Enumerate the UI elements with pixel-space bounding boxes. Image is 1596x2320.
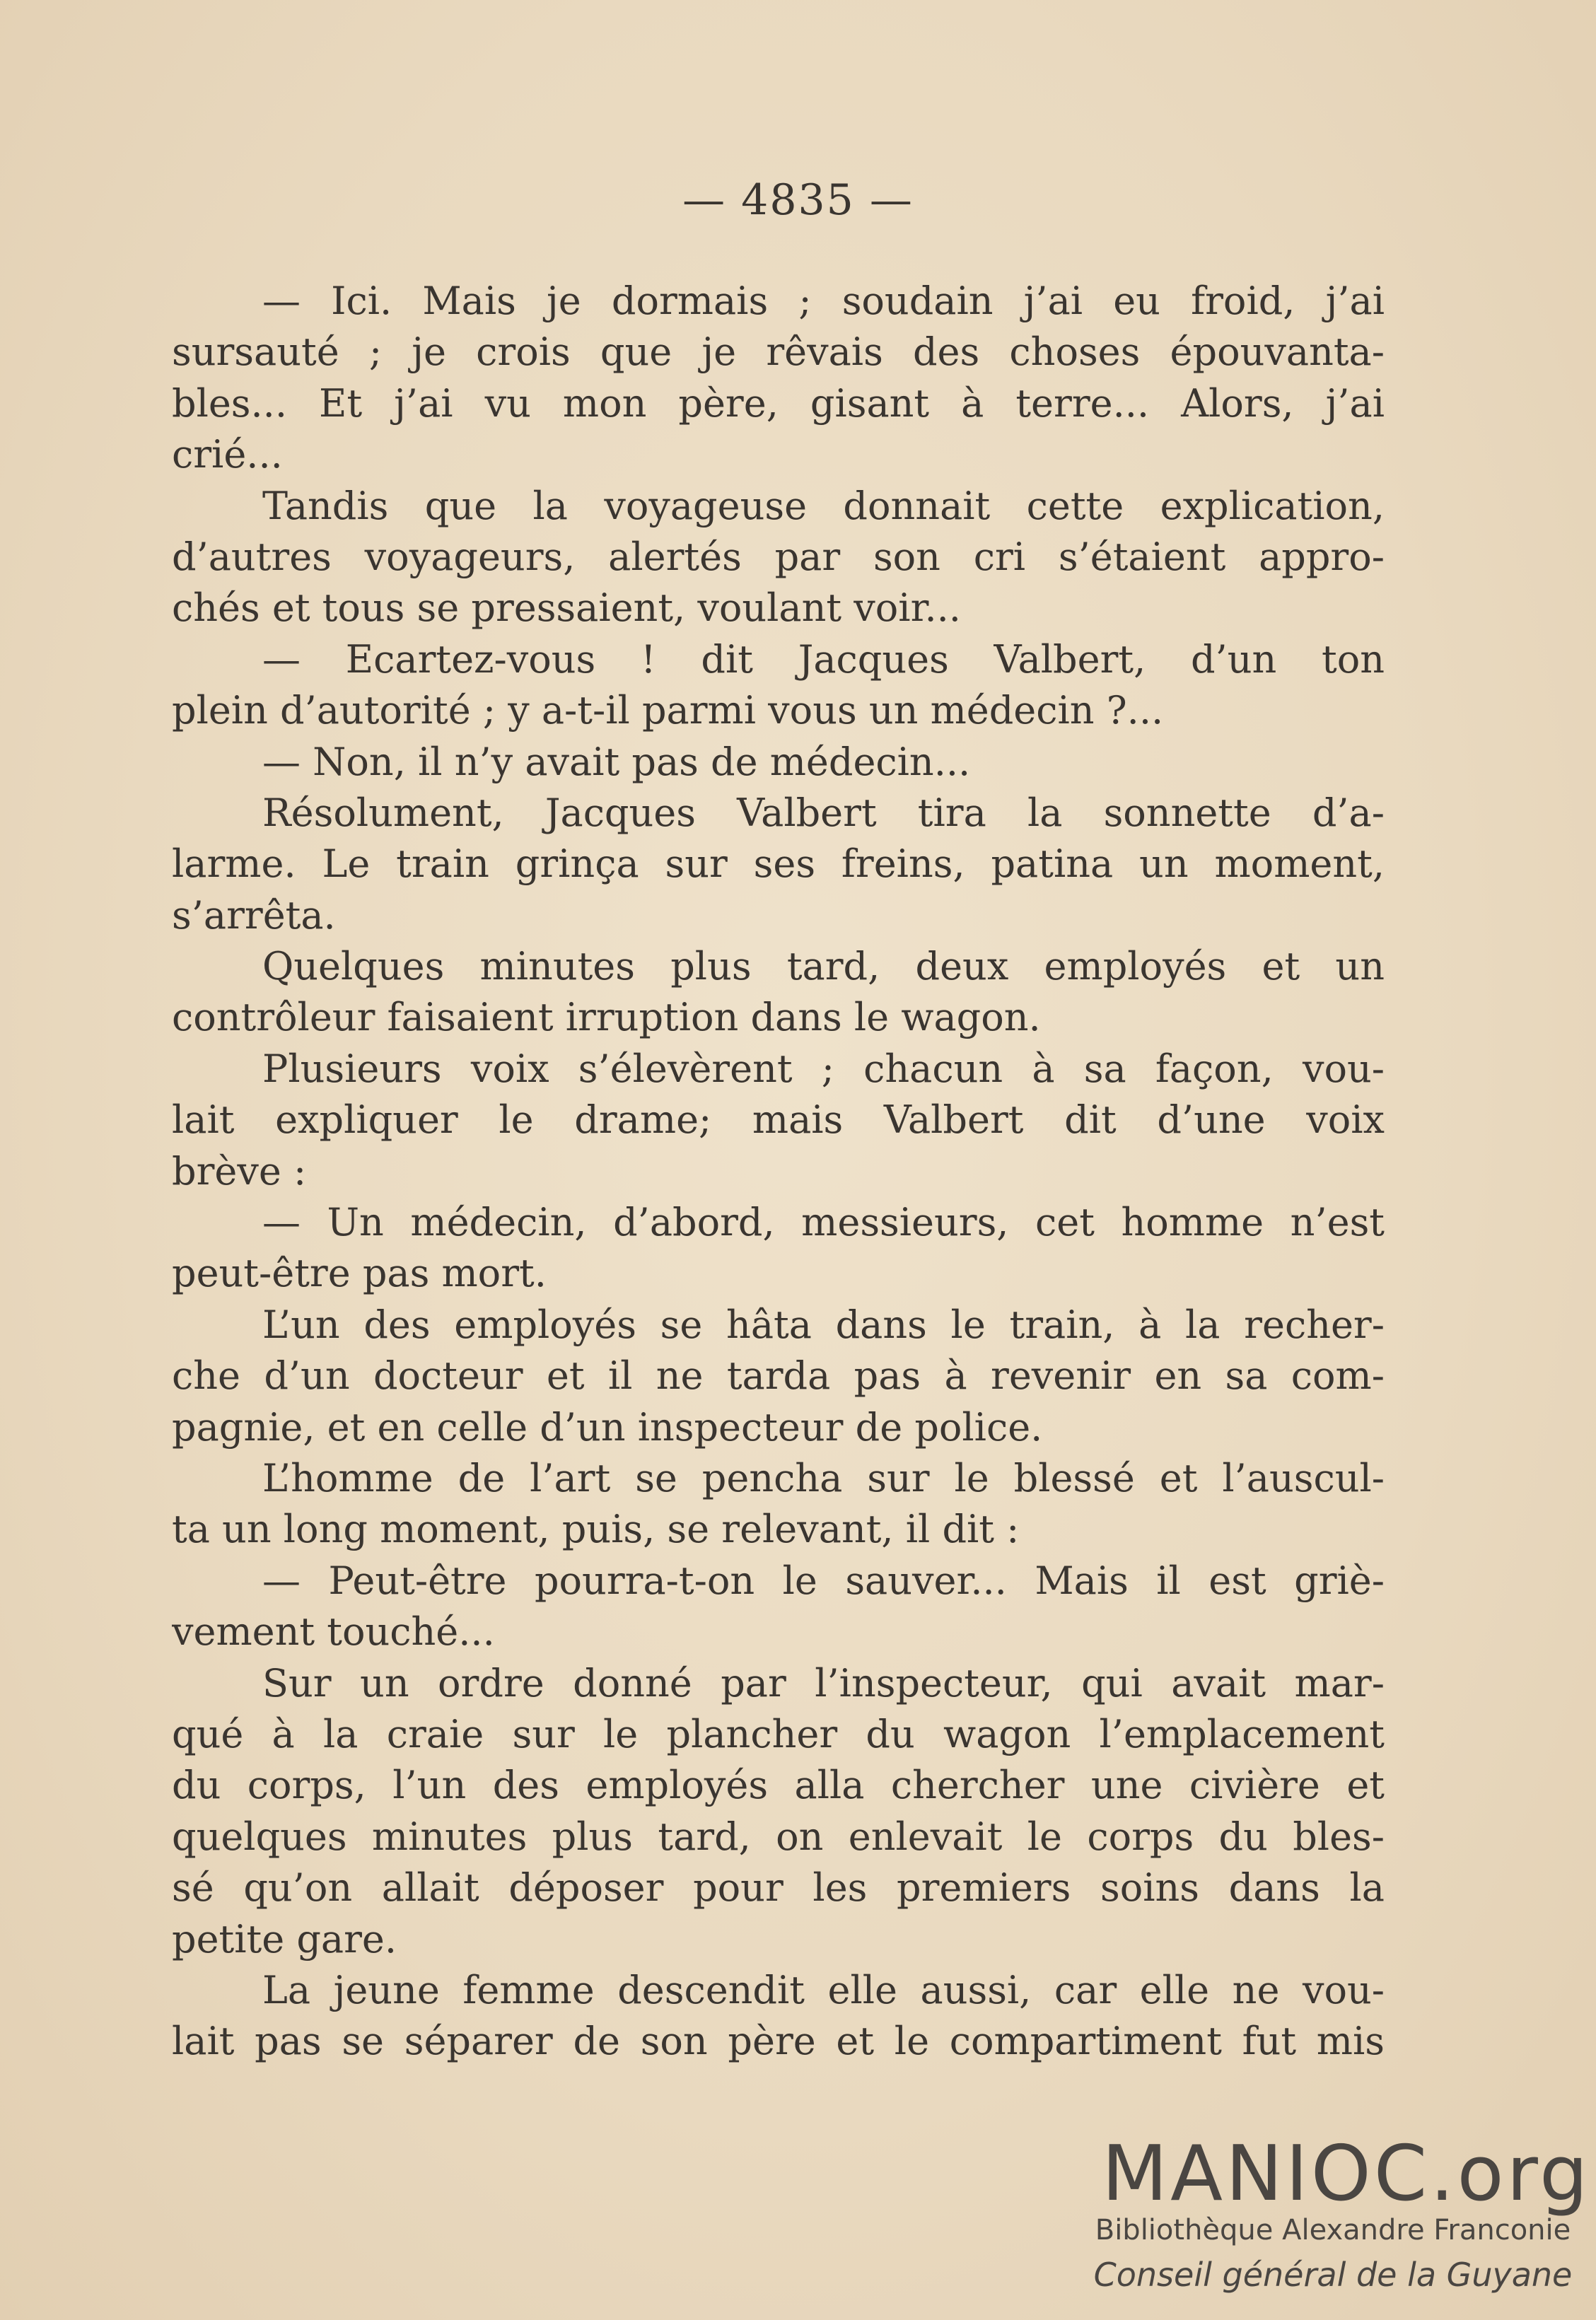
text-line: ta un long moment, puis, se relevant, il dit : [172, 1507, 1020, 1552]
text-line: Résolument, Jacques Valbert tira la sonnette d’a- [262, 790, 1385, 835]
text-line: Sur un ordre donné par l’inspecteur, qui avait mar- [262, 1660, 1385, 1706]
text-line: qué à la craie sur le plancher du wagon l’emplacement [172, 1711, 1385, 1756]
text-line: peut-être pas mort. [172, 1251, 547, 1296]
text-line: La jeune femme descendit elle aussi, car elle ne vou- [262, 1967, 1385, 2012]
text-line: che d’un docteur et il ne tarda pas à revenir en sa com- [172, 1353, 1385, 1399]
text-line: petite gare. [172, 1916, 397, 1961]
manioc-logo [1089, 2130, 1591, 2309]
text-line: brève : [172, 1148, 307, 1194]
text-line: contrôleur faisaient irruption dans le wagon. [172, 995, 1041, 1040]
text-line: chés et tous se pressaient, voulant voir... [172, 585, 961, 631]
text-line: — Peut-être pourra-t-on le sauver... Mais il est griè- [262, 1558, 1385, 1603]
logo-council-name: Conseil général de la Guyane [1093, 2256, 1573, 2294]
text-line: L’un des employés se hâta dans le train, à la recher- [262, 1302, 1385, 1347]
logo-wordmark: MANIOC.org [1102, 2130, 1591, 2218]
text-line: sursauté ; je crois que je rêvais des choses épouvanta- [172, 330, 1385, 375]
text-line: — Non, il n’y avait pas de médecin... [262, 739, 971, 784]
body-text [172, 276, 1385, 2068]
page-number: — 4835 — [682, 175, 914, 225]
text-line: pagnie, et en celle d’un inspecteur de police. [172, 1404, 1043, 1450]
text-line: larme. Le train grinça sur ses freins, patina un moment, [172, 841, 1385, 887]
text-line: — Ecartez-vous ! dit Jacques Valbert, d’un ton [262, 636, 1385, 682]
text-line: quelques minutes plus tard, on enlevait le corps du bles- [172, 1814, 1385, 1859]
text-line: du corps, l’un des employés alla chercher une civière et [172, 1763, 1385, 1808]
text-line: s’arrêta. [172, 892, 336, 938]
text-line: Plusieurs voix s’élevèrent ; chacun à sa façon, vou- [262, 1046, 1385, 1091]
text-line: lait pas se séparer de son père et le compartiment fut mis [172, 2019, 1385, 2064]
text-line: Tandis que la voyageuse donnait cette explication, [262, 483, 1385, 528]
text-line: — Ici. Mais je dormais ; soudain j’ai eu froid, j’ai [262, 279, 1385, 323]
text-line: lait expliquer le drame; mais Valbert dit d’une voix [172, 1097, 1385, 1143]
text-line: sé qu’on allait déposer pour les premiers soins dans la [172, 1865, 1385, 1911]
text-line: d’autres voyageurs, alertés par son cri s’étaient appro- [172, 534, 1385, 579]
text-line: crié... [172, 432, 283, 477]
text-line: bles... Et j’ai vu mon père, gisant à terre... Alors, j’ai [172, 380, 1385, 426]
text-line: — Un médecin, d’abord, messieurs, cet homme n’est [262, 1200, 1385, 1245]
text-line: vement touché... [172, 1609, 495, 1655]
text-line: L’homme de l’art se pencha sur le blessé et l’auscul- [262, 1455, 1385, 1500]
logo-library-name: Bibliothèque Alexandre Franconie [1095, 2214, 1571, 2246]
text-line: plein d’autorité ; y a-t-il parmi vous un médecin ?... [172, 688, 1164, 733]
text-line: Quelques minutes plus tard, deux employés et un [262, 944, 1385, 989]
